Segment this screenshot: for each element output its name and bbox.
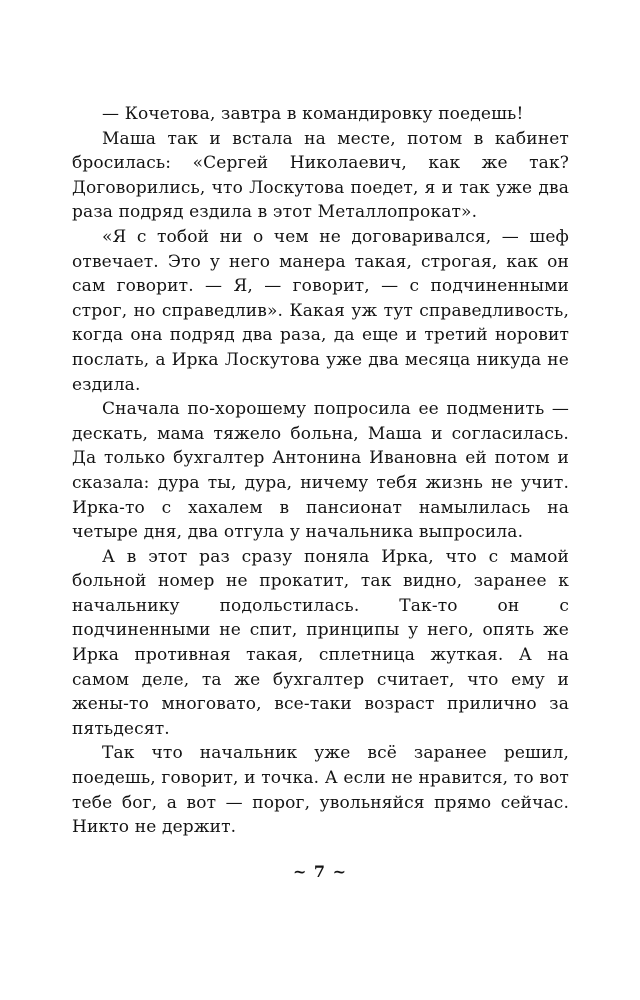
paragraph: Так что начальник уже всё заранее решил, поедешь, говорит, и точка. А если не нравится, то вот тебе бог, а вот — порог, увольняйся прямо сейчас. Никто не держит. <box>72 743 569 838</box>
paragraph: — Кочетова, завтра в командировку поедешь! <box>102 104 524 124</box>
page-number: ~ 7 ~ <box>292 862 348 881</box>
paragraph: «Я с тобой ни о чем не договаривался, — шеф отвечает. Это у него манера такая, строгая, как он сам говорит. — Я, — говорит, — с подчиненными строг, но справедлив». Какая уж тут справедливость, когда она подряд два раза, да еще и третий норовит послать, а Ирка Лоскутова уже два месяца никуда не ездила. <box>72 226 569 395</box>
page-text <box>72 102 569 840</box>
paragraph: Маша так и встала на месте, потом в кабинет бросилась: «Сергей Николаевич, как же так? Договорились, что Лоскутова поедет, я и так уже два раза подряд ездила в этот Металлопрокат». <box>72 128 569 223</box>
paragraph: А в этот раз сразу поняла Ирка, что с мамой больной номер не прокатит, так видно, заранее к начальнику подольстилась. Так-то он с подчиненными не спит, принципы у него, опять же Ирка противная такая, сплетница жуткая. А на самом деле, та же бухгалтер считает, что ему и жены-то многовато, все-таки возраст прилично за пятьдесят. <box>72 546 569 739</box>
paragraph: Сначала по-хорошему попросила ее подменить — дескать, мама тяжело больна, Маша и согласилась. Да только бухгалтер Антонина Ивановна ей потом и сказала: дура ты, дура, ничему тебя жизнь не учит. Ирка-то с хахалем в пансионат намылилась на четыре дня, два отгула у начальника выпросила. <box>72 399 569 543</box>
